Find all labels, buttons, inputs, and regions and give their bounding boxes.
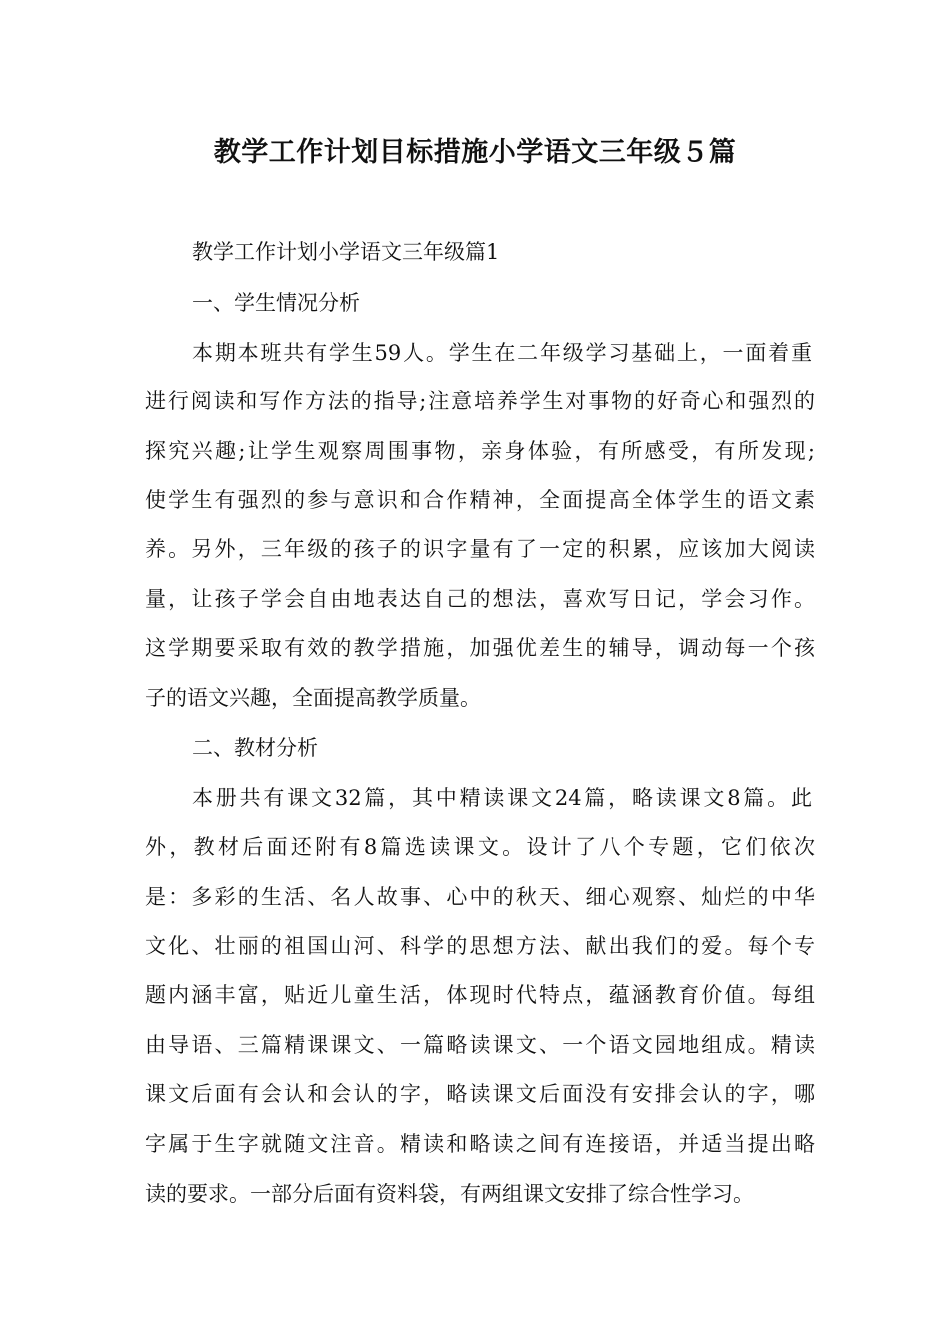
paragraph-line: 外，教材后面还附有8篇选读课文。设计了八个专题，它们依次 bbox=[145, 835, 815, 859]
paragraph-line: 文化、壮丽的祖国山河、科学的思想方法、献出我们的爱。每个专 bbox=[145, 934, 815, 958]
paragraph-line: 由导语、三篇精课课文、一篇略读课文、一个语文园地组成。精读 bbox=[145, 1033, 815, 1057]
paragraph-line: 养。另外，三年级的孩子的识字量有了一定的积累，应该加大阅读 bbox=[145, 537, 815, 561]
paragraph-line: 本期本班共有学生59人。学生在二年级学习基础上，一面着重 bbox=[192, 341, 812, 365]
paragraph-line: 本册共有课文32篇，其中精读课文24篇，略读课文8篇。此 bbox=[192, 786, 812, 810]
paragraph-line: 进行阅读和写作方法的指导;注意培养学生对事物的好奇心和强烈的 bbox=[145, 389, 815, 413]
paragraph-line: 量，让孩子学会自由地表达自己的想法，喜欢写日记，学会习作。 bbox=[145, 587, 815, 611]
paragraph-line: 课文后面有会认和会认的字，略读课文后面没有安排会认的字，哪 bbox=[145, 1082, 815, 1106]
paragraph-line: 题内涵丰富，贴近儿童生活，体现时代特点，蕴涵教育价值。每组 bbox=[145, 983, 815, 1007]
section-heading-student-analysis: 一、学生情况分析 bbox=[192, 291, 360, 315]
document-title: 教学工作计划目标措施小学语文三年级５篇 bbox=[213, 137, 737, 168]
article-subtitle: 教学工作计划小学语文三年级篇1 bbox=[192, 240, 500, 264]
section-heading-textbook-analysis: 二、教材分析 bbox=[192, 736, 318, 760]
paragraph-line: 使学生有强烈的参与意识和合作精神，全面提高全体学生的语文素 bbox=[145, 488, 815, 512]
paragraph-line: 读的要求。一部分后面有资料袋，有两组课文安排了综合性学习。 bbox=[145, 1182, 754, 1206]
paragraph-line: 探究兴趣;让学生观察周围事物，亲身体验，有所感受，有所发现; bbox=[145, 439, 815, 463]
paragraph-line: 这学期要采取有效的教学措施，加强优差生的辅导，调动每一个孩 bbox=[145, 636, 815, 660]
paragraph-line: 是：多彩的生活、名人故事、心中的秋天、细心观察、灿烂的中华 bbox=[145, 885, 815, 909]
paragraph-line: 子的语文兴趣，全面提高教学质量。 bbox=[145, 686, 481, 710]
paragraph-line: 字属于生字就随文注音。精读和略读之间有连接语，并适当提出略 bbox=[145, 1132, 815, 1156]
